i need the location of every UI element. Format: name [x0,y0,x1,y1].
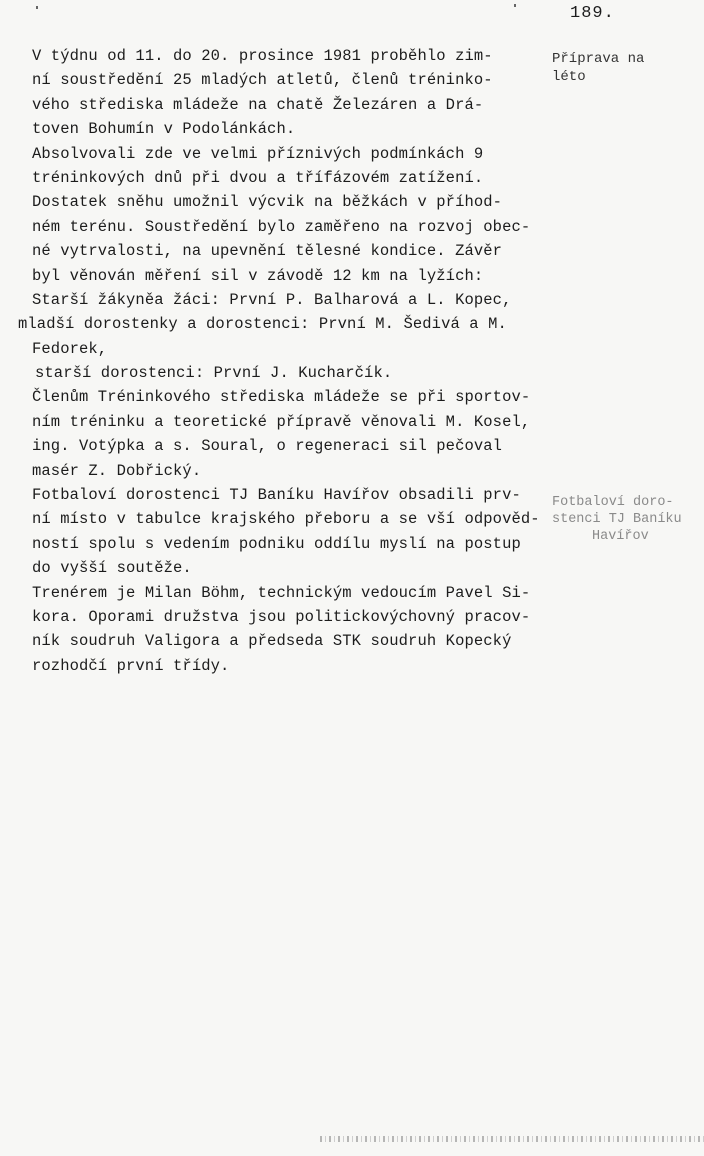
margin-note-line: Fotbaloví doro- [552,495,674,510]
text-line: ník soudruh Valigora a předseda STK soudruh Kopecký [32,632,512,651]
scan-speck [36,6,38,9]
margin-note-summer-preparation [552,50,644,86]
text-line: byl věnován měření sil v závodě 12 km na lyžích: [32,266,484,285]
margin-note-line: Příprava na [552,51,645,67]
margin-note-football-juniors [552,494,682,545]
margin-note-line: stenci TJ Baníku [552,512,682,527]
text-line: V týdnu od 11. do 20. prosince 1981 proběhlo zim- [32,47,493,65]
text-line: do vyšší soutěže. [32,559,192,578]
body-text [18,44,562,678]
text-line: ností spolu s vedením podniku oddílu myslí na postup [32,534,521,553]
text-line: ing. Votýpka a s. Soural, o regeneraci sil pečoval [32,437,503,456]
text-line: masér Z. Dobřický. [32,461,202,480]
text-line: Starší žákyněa žáci: První P. Balharová a L. Kopec, [32,290,512,309]
text-line: kora. Oporami družstva jsou politickovýchovný pracov- [32,607,531,626]
text-line: ním tréninku a teoretické přípravě věnovali M. Kosel, [32,412,531,431]
scan-edge-noise [320,1136,704,1142]
text-line: ní soustředění 25 mladých atletů, členů tréninko- [32,71,493,90]
text-line: rozhodčí první třídy. [32,656,230,675]
scan-speck [514,4,516,7]
page-number: 189. [570,4,615,23]
text-line: Členům Tréninkového střediska mládeže se při sportov- [32,388,531,407]
text-line: Trenérem je Milan Böhm, technickým vedoucím Pavel Si- [32,583,531,602]
margin-note-line: Havířov [592,529,649,544]
text-line: né vytrvalosti, na upevnění tělesné kondice. Závěr [32,242,503,261]
margin-note-line: léto [552,69,586,85]
text-line: Dostatek sněhu umožnil výcvik na běžkách v příhod- [32,193,503,212]
text-line: Fedorek, [32,339,108,358]
text-line: ném terénu. Soustředění bylo zaměřeno na rozvoj obec- [32,217,531,236]
text-line: Absolvovali zde ve velmi příznivých podmínkách 9 [32,144,484,163]
text-line: Fotbaloví dorostenci TJ Baníku Havířov obsadili prv- [32,486,521,505]
text-line: mladší dorostenky a dorostenci: První M. Šedivá a M. [18,315,507,334]
text-line: starší dorostenci: První J. Kucharčík. [35,364,393,383]
text-line: vého střediska mládeže na chatě Železáren a Drá- [32,95,484,114]
text-line: tréninkových dnů při dvou a třífázovém zatížení. [32,168,484,187]
text-line: ní místo v tabulce krajského přeboru a se vší odpověd- [32,510,540,529]
text-line: toven Bohumín v Podolánkách. [32,120,296,139]
